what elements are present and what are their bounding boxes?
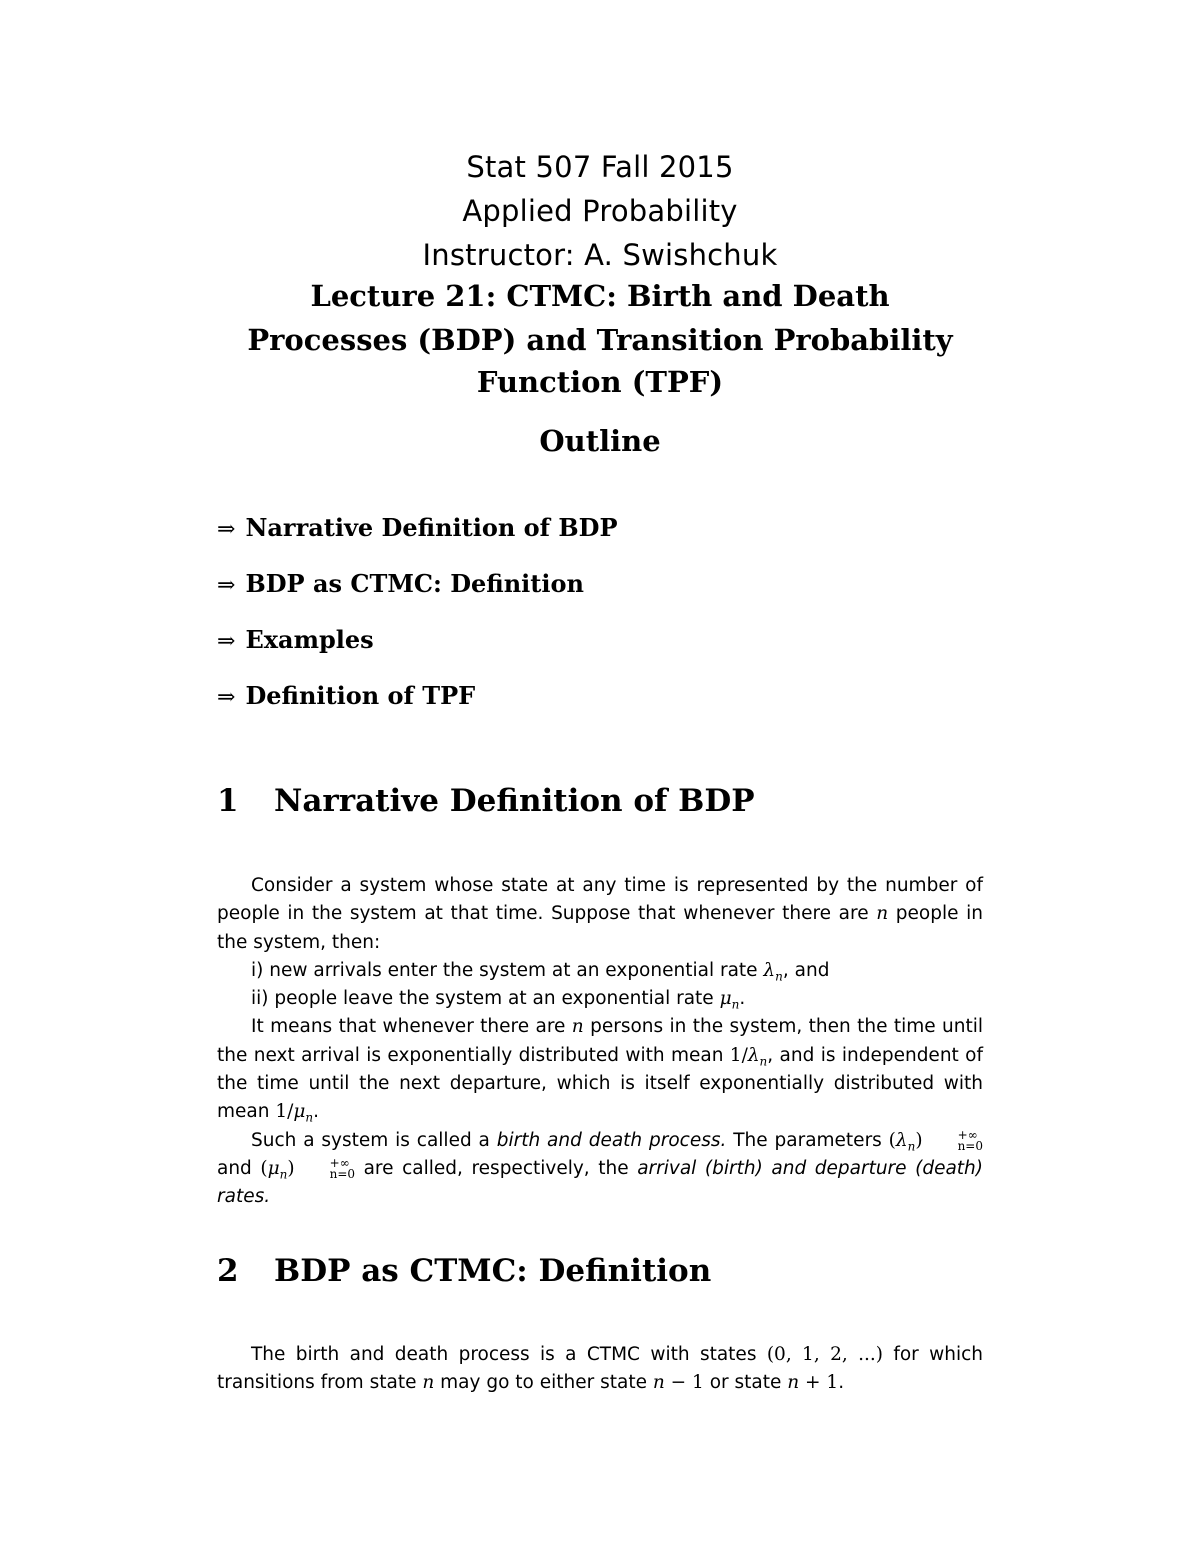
lecture-title-line-3: Function (TPF)	[476, 365, 724, 399]
implies-arrow-icon: ⇒	[217, 629, 236, 654]
lecture-title-line-1: Lecture 21: CTMC: Birth and Death	[310, 279, 890, 313]
section-heading-2	[217, 1253, 711, 1289]
implies-arrow-icon: ⇒	[217, 573, 236, 598]
outline-item-label: BDP as CTMC: Definition	[245, 569, 584, 598]
outline-item-label: Narrative Definition of BDP	[245, 513, 618, 542]
outline-heading: Outline	[539, 424, 661, 458]
section-number: 2	[217, 1253, 239, 1289]
paragraph: ii) people leave the system at an exponential rate $\mu_n$.	[251, 988, 746, 1012]
lecture-title-line-2: Processes (BDP) and Transition Probability	[247, 323, 953, 357]
paragraph: The birth and death process is a CTMC with states (0, 1, 2, ...) for which transitions from state n may go to either state n − 1 or state n + 1.	[217, 1344, 984, 1394]
implies-arrow-icon: ⇒	[217, 685, 236, 710]
paragraph: It means that whenever there are n persons in the system, then the time until the next arrival is exponentially distributed with mean $1/\lambda_n$, and is independent of the time until the next departure, which is itself exponentially distributed with mean $1/\mu_n$.	[217, 1016, 984, 1126]
outline-item	[217, 681, 475, 710]
section-2-body	[217, 1341, 983, 1398]
outline-item	[217, 625, 374, 654]
section-number: 1	[217, 783, 239, 819]
outline-item	[217, 513, 617, 542]
section-title: BDP as CTMC: Definition	[274, 1253, 712, 1289]
section-title: Narrative Definition of BDP	[274, 783, 755, 819]
course-title: Stat 507 Fall 2015	[466, 150, 734, 184]
instructor-line: Instructor: A. Swishchuk	[422, 238, 778, 272]
paragraph: i) new arrivals enter the system at an exponential rate $\lambda_n$, and	[251, 959, 830, 984]
section-1-body	[217, 872, 983, 1212]
implies-arrow-icon: ⇒	[217, 517, 236, 542]
subject-title: Applied Probability	[462, 194, 738, 228]
outline-item	[217, 569, 584, 598]
section-heading-1	[217, 783, 755, 819]
outline-item-label: Examples	[245, 625, 374, 654]
paragraph: Consider a system whose state at any time is represented by the number of people in the system at that time. Suppose that whenever there are n people in the system, then:	[217, 875, 983, 953]
outline-item-label: Definition of TPF	[245, 681, 476, 710]
paragraph: Such a system is called a birth and death process. The parameters $(\lambda_n)$ +∞ n=0 and $(\mu_n)$ +∞ n=0 are called, respectively, the arrival (birth) and departure (death) rates.	[217, 1127, 983, 1208]
